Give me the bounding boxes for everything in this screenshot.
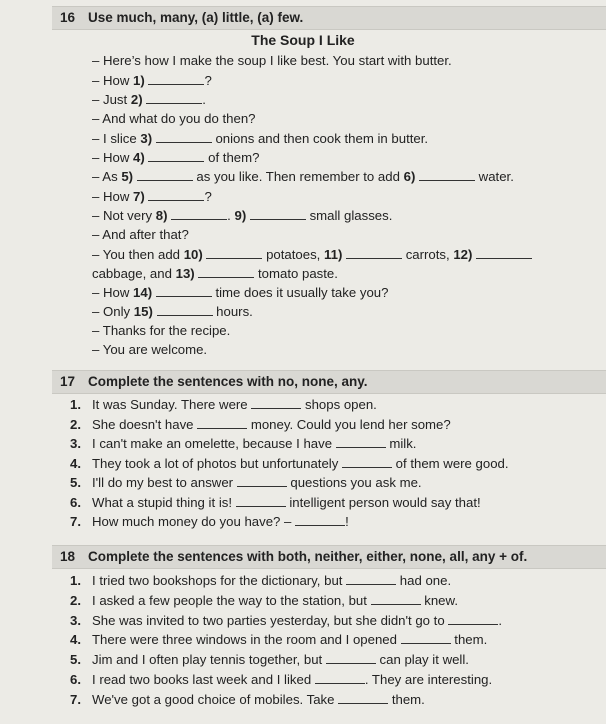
sentence-item: 3. She was invited to two parties yesterday, but she didn't go to .: [70, 612, 503, 628]
dialogue-line: cabbage, and 13) tomato paste.: [92, 266, 338, 281]
sentence-item: 1. It was Sunday. There were shops open.: [70, 397, 377, 412]
answer-blank[interactable]: [148, 188, 204, 201]
dialogue-line: – Just 2) .: [92, 92, 206, 107]
exercise-instruction: Complete the sentences with no, none, any.: [88, 374, 368, 389]
item-number: 3.: [70, 612, 81, 628]
dialogue-line: – And what do you do then?: [92, 111, 256, 126]
sentence-item: 6. What a stupid thing it is! intelligent person would say that!: [70, 494, 481, 510]
dialogue-line: – How 7) ?: [92, 189, 212, 204]
sentence-item: 2. She doesn't have money. Could you lend her some?: [70, 416, 451, 432]
exercise-number: 18: [60, 549, 76, 564]
dialogue-line: – Here’s how I make the soup I like best. You start with butter.: [92, 53, 452, 68]
exercise-17-header: [52, 370, 606, 394]
dialogue-line: – As 5) as you like. Then remember to add 6) water.: [92, 169, 514, 184]
sentence-item: 1. I tried two bookshops for the dictionary, but had one.: [70, 573, 452, 588]
answer-blank[interactable]: [476, 246, 532, 259]
answer-blank[interactable]: [137, 168, 193, 181]
sentence-item: 7. How much money do you have? – !: [70, 514, 349, 529]
item-number: 4.: [70, 632, 81, 648]
sentence-item: 4. There were three windows in the room and I opened them.: [70, 632, 488, 648]
answer-blank[interactable]: [171, 207, 227, 220]
item-number: 7.: [70, 691, 81, 707]
dialogue-line: – Only 15) hours.: [92, 304, 253, 319]
answer-blank[interactable]: [156, 284, 212, 297]
item-number: 5.: [70, 475, 81, 490]
dialogue-line: – You then add 10) potatoes, 11) carrots, 12): [92, 246, 532, 264]
item-number: 6.: [70, 494, 81, 510]
answer-blank[interactable]: [342, 455, 392, 468]
text-title: The Soup I Like: [251, 32, 355, 48]
item-number: 2.: [70, 592, 81, 608]
item-number: 5.: [70, 652, 81, 668]
answer-blank[interactable]: [236, 494, 286, 507]
answer-blank[interactable]: [338, 691, 388, 704]
answer-blank[interactable]: [197, 416, 247, 429]
answer-blank[interactable]: [346, 572, 396, 585]
answer-blank[interactable]: [336, 435, 386, 448]
answer-blank[interactable]: [198, 265, 254, 278]
exercise-16-header: [52, 6, 606, 30]
dialogue-line: – You are welcome.: [92, 342, 208, 357]
answer-blank[interactable]: [401, 631, 451, 644]
answer-blank[interactable]: [206, 246, 262, 259]
dialogue-line: – How 4) of them?: [92, 150, 260, 165]
answer-blank[interactable]: [295, 513, 345, 526]
sentence-item: 6. I read two books last week and I liked . They are interesting.: [70, 672, 493, 687]
exercise-number: 17: [60, 374, 76, 389]
sentence-item: 7. We've got a good choice of mobiles. Take them.: [70, 691, 425, 707]
answer-blank[interactable]: [326, 651, 376, 664]
item-number: 2.: [70, 416, 81, 432]
answer-blank[interactable]: [346, 246, 402, 259]
dialogue-line: – And after that?: [92, 227, 189, 242]
sentence-item: 5. Jim and I often play tennis together, but can play it well.: [70, 652, 469, 668]
answer-blank[interactable]: [157, 303, 213, 316]
answer-blank[interactable]: [148, 72, 204, 85]
answer-blank[interactable]: [156, 130, 212, 143]
item-number: 3.: [70, 436, 81, 451]
answer-blank[interactable]: [250, 207, 306, 220]
exercise-instruction: Use much, many, (a) little, (a) few.: [88, 10, 304, 25]
dialogue-line: – Thanks for the recipe.: [92, 323, 231, 338]
exercise-18-header: [52, 545, 606, 569]
answer-blank[interactable]: [419, 168, 475, 181]
answer-blank[interactable]: [371, 592, 421, 605]
exercise-instruction: Complete the sentences with both, neither, either, none, all, any + of.: [88, 549, 528, 564]
dialogue-line: – How 14) time does it usually take you?: [92, 285, 389, 300]
answer-blank[interactable]: [448, 612, 498, 625]
item-number: 1.: [70, 397, 81, 412]
sentence-item: 2. I asked a few people the way to the station, but knew.: [70, 592, 458, 608]
answer-blank[interactable]: [315, 671, 365, 684]
sentence-item: 4. They took a lot of photos but unfortunately of them were good.: [70, 455, 509, 471]
item-number: 1.: [70, 573, 81, 588]
answer-blank[interactable]: [251, 396, 301, 409]
sentence-item: 3. I can't make an omelette, because I have milk.: [70, 436, 417, 451]
item-number: 6.: [70, 672, 81, 687]
dialogue-line: – How 1) ?: [92, 73, 212, 88]
item-number: 7.: [70, 514, 81, 529]
dialogue-line: – I slice 3) onions and then cook them in butter.: [92, 131, 429, 146]
answer-blank[interactable]: [146, 91, 202, 104]
exercise-number: 16: [60, 10, 76, 25]
answer-blank[interactable]: [237, 474, 287, 487]
sentence-item: 5. I'll do my best to answer questions you ask me.: [70, 475, 422, 490]
item-number: 4.: [70, 455, 81, 471]
answer-blank[interactable]: [148, 149, 204, 162]
dialogue-line: – Not very 8) . 9) small glasses.: [92, 208, 393, 223]
